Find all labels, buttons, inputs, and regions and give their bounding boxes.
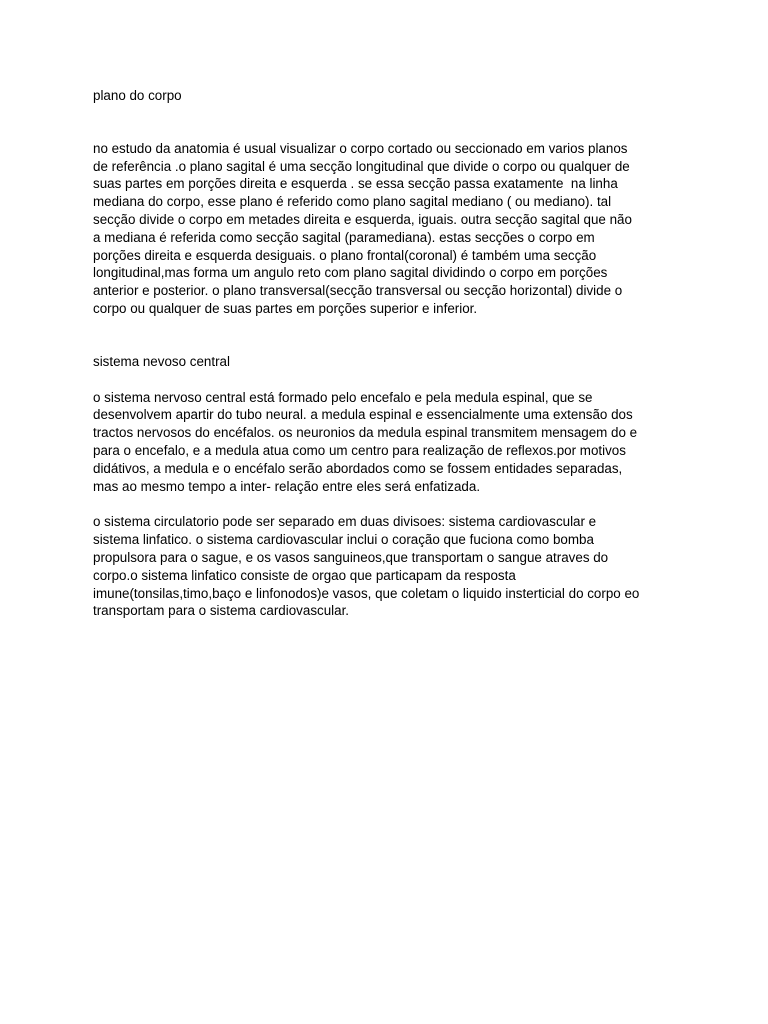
paragraph-line: porções direita e esquerda desiguais. o plano frontal(coronal) é também uma secção — [93, 247, 597, 263]
paragraph-line: o sistema circulatorio pode ser separado em duas divisoes: sistema cardiovascular e — [93, 514, 597, 530]
paragraph-line: desenvolvem apartir do tubo neural. a medula espinal e essencialmente uma extensão dos — [93, 407, 633, 423]
paragraph-line: didátivos, a medula e o encéfalo serão abordados como se fossem entidades separadas, — [93, 460, 623, 476]
paragraph-line: a mediana é referida como secção sagital (paramediana). estas secções o corpo em — [93, 229, 595, 245]
paragraph-line: mediana do corpo, esse plano é referido como plano sagital mediano ( ou mediano). tal — [93, 194, 612, 210]
paragraph-line: longitudinal,mas forma um angulo reto com plano sagital dividindo o corpo em porções — [93, 265, 608, 281]
paragraph-line: o sistema nervoso central está formado pelo encefalo e pela medula espinal, que se — [93, 389, 593, 405]
paragraph-line: secção divide o corpo em metades direita e esquerda, iguais. outra secção sagital que não — [93, 211, 632, 227]
paragraph-line: no estudo da anatomia é usual visualizar o corpo cortado ou seccionado em varios planos — [93, 140, 628, 156]
paragraph-sistema-nervoso-central — [93, 389, 683, 496]
paragraph-sistema-circulatorio — [93, 513, 683, 620]
paragraph-line: propulsora para o sague, e os vasos sanguineos,que transportam o sangue atraves do — [93, 549, 609, 565]
paragraph-line: de referência .o plano sagital é uma secção longitudinal que divide o corpo ou qualquer de — [93, 158, 630, 174]
paragraph-line: corpo.o sistema linfatico consiste de orgao que particapam da resposta — [93, 567, 516, 583]
paragraph-line: sistema linfatico. o sistema cardiovascular inclui o coração que fuciona como bomba — [93, 532, 594, 548]
heading-text: plano do corpo — [93, 88, 182, 103]
paragraph-line: tractos nervosos do encéfalos. os neuronios da medula espinal transmitem mensagem do e — [93, 425, 638, 441]
document-page — [93, 87, 683, 620]
heading-text: sistema nevoso central — [93, 353, 230, 369]
paragraph-line: imune(tonsilas,timo,baço e linfonodos)e vasos, que coletam o liquido insterticial do corpo eo — [93, 585, 640, 601]
paragraph-planos-anatomicos — [93, 140, 683, 318]
section-heading-sistema-nervoso — [93, 353, 683, 371]
paragraph-line: anterior e posterior. o plano transversal(secção transversal ou secção horizontal) divide o — [93, 283, 623, 299]
paragraph-line: para o encefalo, e a medula atua como um centro para realização de reflexos.por motivos — [93, 442, 626, 458]
paragraph-line: transportam para o sistema cardiovascular. — [93, 603, 350, 619]
paragraph-line: mas ao mesmo tempo a inter- relação entre eles será enfatizada. — [93, 478, 481, 494]
section-heading-plano-do-corpo — [93, 87, 683, 105]
paragraph-line: suas partes em porções direita e esquerda . se essa secção passa exatamente na linha — [93, 176, 618, 192]
paragraph-line: corpo ou qualquer de suas partes em porções superior e inferior. — [93, 300, 478, 316]
